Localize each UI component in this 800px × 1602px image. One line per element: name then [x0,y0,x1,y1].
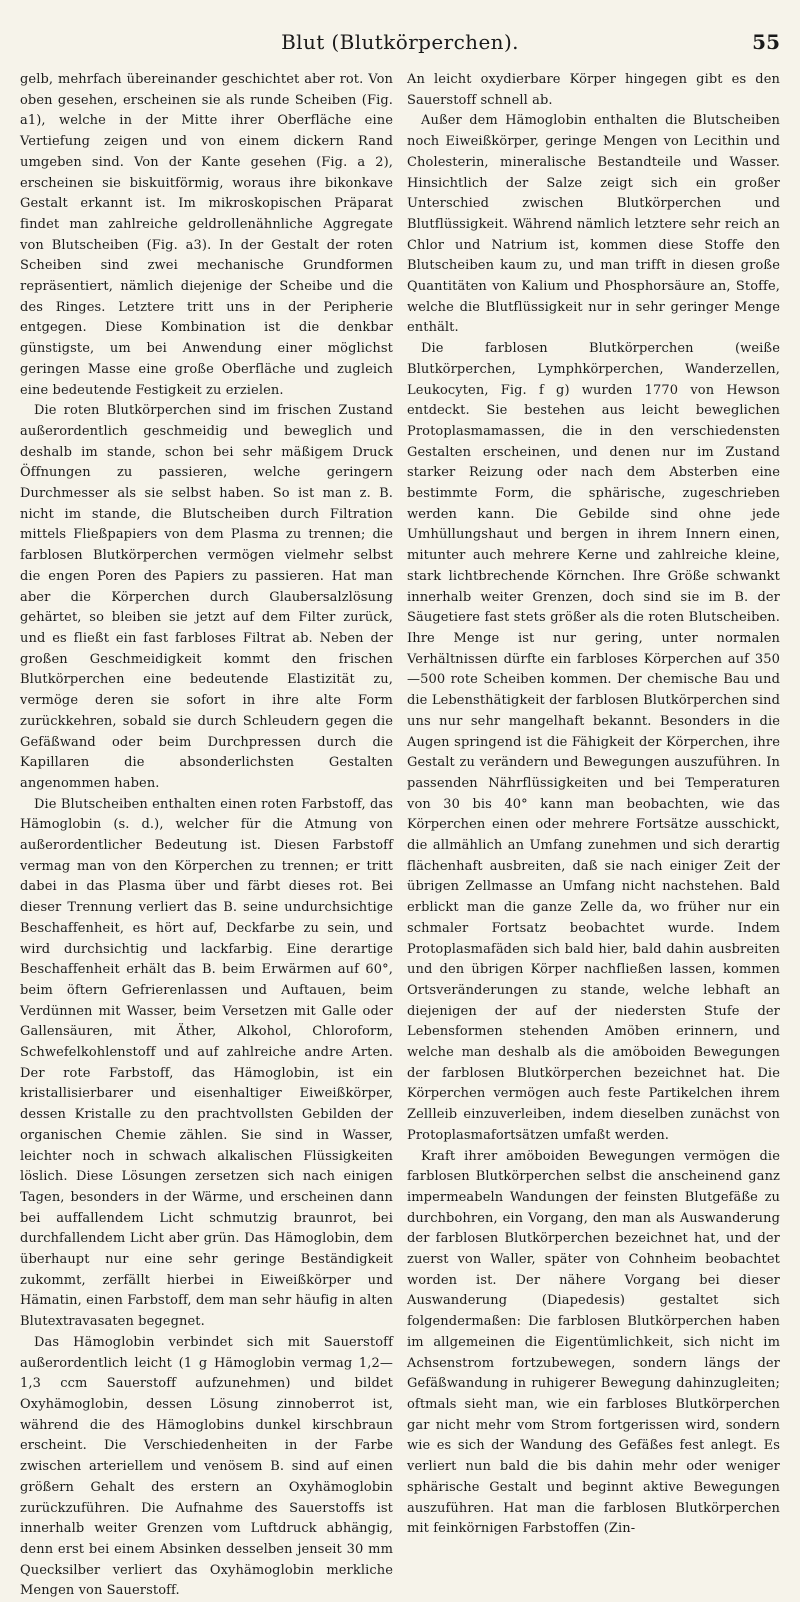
paragraph: Kraft ihrer amöboiden Bewegungen vermögen die farblosen Blutkörperchen selbst die anscheinend ganz impermeabeln Wandungen der feinsten Blutgefäße zu durchbohren, ein Vorgang, den man als Auswanderung der farblosen Blutkörperchen bezeichnet hat, und der zuerst von Waller, später von Cohnheim beobachtet worden ist. Der nähere Vorgang bei dieser Auswanderung (Diapedesis) gestaltet sich folgendermaßen: Die farblosen Blutkörperchen haben im allgemeinen die Eigentümlichkeit, sich nicht im Achsenstrom fortzubewegen, sondern längs der Gefäßwandung in ruhigerer Bewegung dahinzugleiten; oftmals sieht man, wie ein farbloses Blutkörperchen gar nicht mehr vom Strom fortgerissen wird, sondern wie es sich der Wandung des Gefäßes fest anlegt. Es verliert nun bald die bis dahin mehr oder weniger sphärische Gestalt und beginnt aktive Bewegungen auszuführen. Hat man die farblosen Blutkörperchen mit feinkörnigen Farbstoffen (Zin- [407,1148,780,1537]
paragraph: Die farblosen Blutkörperchen (weiße Blutkörperchen, Lymphkörperchen, Wanderzellen, Leukocyten, Fig. f g) wurden 1770 von Hewson entdeckt. Sie bestehen aus leicht beweglichen Protoplasmamassen, die in den verschiedensten Gestalten erscheinen, und denen nur im Zustand starker Reizung oder nach dem Absterben eine bestimmte Form, die sphärische, zugeschrieben werden kann. Die Gebilde sind ohne jede Umhüllungshaut und bergen in ihrem Innern einen, mitunter auch mehrere Kerne und zahlreiche kleine, stark lichtbrechende Körnchen. Ihre Größe schwankt innerhalb weiter Grenzen, doch sind sie im B. der Säugetiere fast stets größer als die roten Blutscheiben. Ihre Menge ist nur gering, unter normalen Verhältnissen dürfte ein farbloses Körperchen auf 350—500 rote Scheiben kommen. Der chemische Bau und die Lebensthätigkeit der farblosen Blutkörperchen sind uns nur sehr mangelhaft bekannt. Besonders in die Augen springend ist die Fähigkeit der Körperchen, ihre Gestalt zu verändern und Bewegungen auszuführen. In passenden Nährflüssigkeiten und bei Temperaturen von 30 bis 40° kann man beobachten, wie das Körperchen einen oder mehrere Fortsätze ausschickt, die allmählich an Umfang zunehmen und sich derartig flächenhaft ausbreiten, daß sie nach einiger Zeit der übrigen Zellmasse an Umfang nicht nachstehen. Bald erblickt man die ganze Zelle da, wo früher nur ein schmaler Fortsatz beobachtet wurde. Indem Protoplasmafäden sich bald hier, bald dahin ausbreiten und den übrigen Körper nachfließen lassen, kommen Ortsveränderungen zu stande, welche lebhaft an diejenigen der auf der niedersten Stufe der Lebensformen stehenden Amöben erinnern, und welche man deshalb als die amöboiden Bewegungen der farblosen Blutkörperchen bezeichnet hat. Die Körperchen vermögen auch feste Partikelchen ihrem Zellleib einzuverleiben, indem dieselben zunächst von Protoplasmafortsätzen umfaßt werden. [407,341,780,1143]
paragraph: Außer dem Hämoglobin enthalten die Blutscheiben noch Eiweißkörper, geringe Mengen von Lecithin und Cholesterin, mineralische Bestandteile und Wasser. Hinsichtlich der Salze zeigt sich ein großer Unterschied zwischen Blutkörperchen und Blutflüssigkeit. Während nämlich letztere sehr reich an Chlor und Natrium ist, kommen diese Stoffe den Blutscheiben kaum zu, und man trifft in diesen große Quantitäten von Kalium und Phosphorsäure an, Stoffe, welche die Blutflüssigkeit nur in sehr geringer Menge enthält. [407,113,780,336]
running-title: Blut (Blutkörperchen). [281,30,519,54]
paragraph: gelb, mehrfach übereinander geschichtet aber rot. Von oben gesehen, erscheinen sie als runde Scheiben (Fig. a1), welche in der Mitte ihrer Oberfläche eine Vertiefung zeigen und von einem dickern Rand umgeben sind. Von der Kante gesehen (Fig. a 2), erscheinen sie biskuitförmig, woraus ihre bikonkave Gestalt erkannt ist. Im mikroskopischen Präparat findet man zahlreiche geldrollenähnliche Aggregate von Blutscheiben (Fig. a3). In der Gestalt der roten Scheiben sind zwei mechanische Grundformen repräsentiert, nämlich diejenige der Scheibe und die des Ringes. Letztere tritt uns in der Peripherie entgegen. Diese Kombination ist die denkbar günstigste, um bei Anwendung einer möglichst geringen Masse eine große Oberfläche und zugleich eine bedeutende Festigkeit zu erzielen. [20,72,393,398]
page-header [20,30,780,60]
paragraph: Die roten Blutkörperchen sind im frischen Zustand außerordentlich geschmeidig und beweglich und deshalb im stande, schon bei sehr mäßigem Druck Öffnungen zu passieren, welche geringern Durchmesser als sie selbst haben. So ist man z. B. nicht im stande, die Blutscheiben durch Filtration mittels Fließpapiers von dem Plasma zu trennen; die farblosen Blutkörperchen vermögen vielmehr selbst die engen Poren des Papiers zu passieren. Hat man aber die Körperchen durch Glaubersalzlösung gehärtet, so bleiben sie jetzt auf dem Filter zurück, und es fließt ein fast farbloses Filtrat ab. Neben der großen Geschmeidigkeit kommt den frischen Blutkörperchen eine bedeutende Elastizität zu, vermöge deren sie sofort in ihre alte Form zurückkehren, sobald sie durch Schleudern gegen die Gefäßwand oder beim Durchpressen durch die Kapillaren die absonderlichsten Gestalten angenommen haben. [20,403,393,791]
left-column [20,70,393,1599]
paragraph: An leicht oxydierbare Körper hingegen gibt es den Sauerstoff schnell ab. [407,72,780,108]
text-columns [20,70,780,1599]
paragraph: Das Hämoglobin verbindet sich mit Sauerstoff außerordentlich leicht (1 g Hämoglobin vermag 1,2—1,3 ccm Sauerstoff aufzunehmen) und bildet Oxyhämoglobin, dessen Lösung zinnoberrot ist, während die des Hämoglobins dunkel kirschbraun erscheint. Die Verschiedenheiten in der Farbe zwischen arteriellem und venösem B. sind auf einen größern Gehalt des erstern an Oxyhämoglobin zurückzuführen. Die Aufnahme des Sauerstoffs ist innerhalb weiter Grenzen vom Luftdruck abhängig, denn erst bei einem Absinken desselben jenseit 30 mm Quecksilber verliert das Oxyhämoglobin merkliche Mengen von Sauerstoff. [20,1334,393,1599]
right-column [407,70,780,1537]
paragraph: Die Blutscheiben enthalten einen roten Farbstoff, das Hämoglobin (s. d.), welcher für die Atmung von außerordentlicher Bedeutung ist. Diesen Farbstoff vermag man von den Körperchen zu trennen; er tritt dabei in das Plasma über und färbt dieses rot. Bei dieser Trennung verliert das B. seine undurchsichtige Beschaffenheit, es hört auf, Deckfarbe zu sein, und wird durchsichtig und lackfarbig. Eine derartige Beschaffenheit erhält das B. beim Erwärmen auf 60°, beim öftern Gefrierenlassen und Auftauen, beim Verdünnen mit Wasser, beim Versetzen mit Galle oder Gallensäuren, mit Äther, Alkohol, Chloroform, Schwefelkohlenstoff und auf zahlreiche andre Arten. Der rote Farbstoff, das Hämoglobin, ist ein kristallisierbarer und eisenhaltiger Eiweißkörper, dessen Kristalle zu den prachtvollsten Gebilden der organischen Chemie zählen. Sie sind in Wasser, leichter noch in schwach alkalischen Flüssigkeiten löslich. Diese Lösungen zersetzen sich nach einigen Tagen, besonders in der Wärme, und erscheinen dann bei auffallendem Licht schmutzig braunrot, bei durchfallendem Licht aber grün. Das Hämoglobin, dem überhaupt nur eine sehr geringe Beständigkeit zukommt, zerfällt hierbei in Eiweißkörper und Hämatin, einen Farbstoff, dem man sehr häufig in alten Blutextravasaten begegnet. [20,796,393,1330]
page-number: 55 [752,30,780,54]
